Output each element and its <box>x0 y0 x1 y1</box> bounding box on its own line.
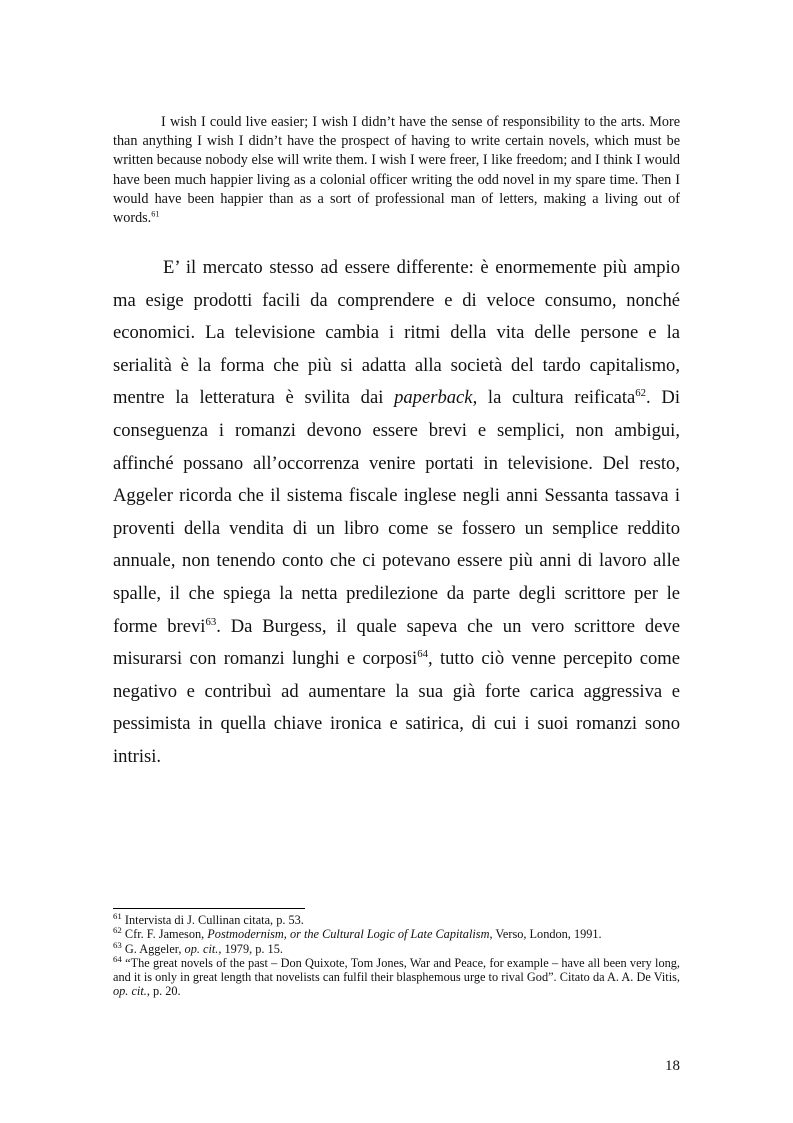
paragraph-text-2: , la cultura reificata <box>472 387 636 409</box>
footnote-62 <box>113 927 680 941</box>
footnote-italic: Postmodernism, or the Cultural Logic of Late Capitalism <box>207 927 490 942</box>
footnote-text: , 1979, p. 15. <box>218 941 283 956</box>
paragraph-italic-paperback: paperback <box>394 387 473 409</box>
footnote-number: 64 <box>113 953 122 964</box>
paragraph-text-3: . Di conseguenza i romanzi devono essere brevi e semplici, non ambigui, affinché possano all’occorrenza venire portati in televisione. Del resto, Aggeler ricorda che il sistema fiscale inglese negli anni Sessanta tassava i proventi della vendita di un libro come se fossero un semplice reddito annuale, non tenendo conto che ci potevano essere più anni di lavoro alle spalle, il che spiega la netta predilezione da parte degli scrittore per le forme brevi <box>113 387 680 637</box>
footnote-text: Cfr. F. Jameson, <box>124 927 208 942</box>
page-number: 18 <box>665 1058 680 1074</box>
footnote-number: 61 <box>113 910 122 921</box>
body-paragraph <box>113 252 680 774</box>
footnote-number: 62 <box>113 925 122 936</box>
footnote-text: , Verso, London, 1991. <box>489 927 602 942</box>
footnotes <box>113 910 680 999</box>
footnote-ref-61: 61 <box>151 209 160 219</box>
block-quote <box>113 113 680 228</box>
footnote-63 <box>113 939 680 956</box>
footnote-number: 63 <box>113 939 122 950</box>
footnote-61 <box>113 910 680 927</box>
paragraph-text-1: E’ il mercato stesso ad essere differente: è enormemente più ampio ma esige prodotti facili da comprendere e di veloce consumo, nonché economici. La televisione cambia i ritmi della vita delle persone e la serialità è la forma che più si adatta alla società del tardo capitalismo, mentre la letteratura è svilita dai <box>113 257 680 409</box>
footnote-italic: op. cit. <box>113 984 147 999</box>
footnote-text: Intervista di J. Cullinan citata, p. 53. <box>124 913 304 927</box>
footnote-ref-63: 63 <box>205 615 217 628</box>
footnote-ref-64: 64 <box>417 647 428 660</box>
footnote-text: G. Aggeler, <box>124 941 185 956</box>
footnote-text: “The great novels of the past – Don Quixote, Tom Jones, War and Peace, for example – have all been very long, and it is only in great length that novelists can fulfil their blasphemous urge to rival God”. Citato da A. A. De Vitis, <box>113 955 680 985</box>
quote-text: I wish I could live easier; I wish I didn’t have the sense of responsibility to the arts. More than anything I wish I didn’t have the prospect of having to write certain novels, which must be written because nobody else will write them. I wish I were freer, I like freedom; and I think I would have been much happier living as a colonial officer writing the odd novel in my spare time. Then I would have been happier than as a sort of professional man of letters, making a living out of words. <box>113 114 680 227</box>
footnote-64 <box>113 953 680 999</box>
footnote-text: , p. 20. <box>146 984 181 999</box>
paragraph-text-5: , tutto ciò venne percepito come negativo e contribuì ad aumentare la sua già forte carica aggressiva e pessimista in quella chiave ironica e satirica, di cui i suoi romanzi sono intrisi. <box>113 648 680 767</box>
paragraph-text-4: . Da Burgess, il quale sapeva che un vero scrittore deve misurarsi con romanzi lunghi e corposi <box>113 615 680 670</box>
footnote-ref-62: 62 <box>635 387 647 400</box>
footnote-divider <box>113 908 305 909</box>
footnote-italic: op. cit. <box>184 941 219 956</box>
